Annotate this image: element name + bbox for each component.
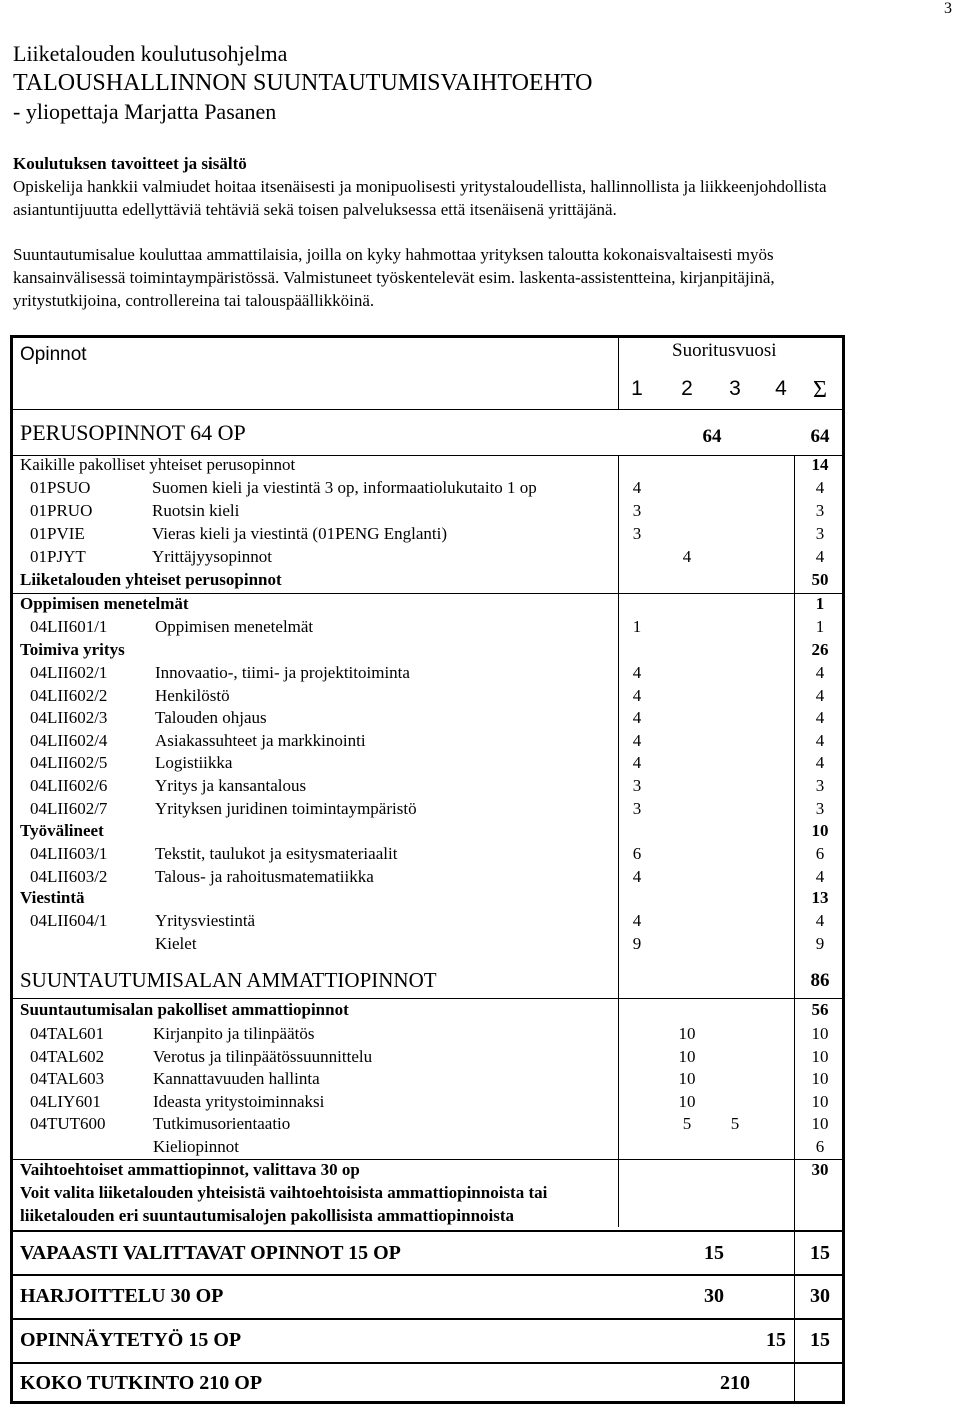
course-code: 04LII603/1 — [30, 844, 108, 863]
credits-sum: 6 — [815, 1137, 825, 1156]
credits-sum: 4 — [815, 547, 825, 566]
credits-sum: 4 — [815, 663, 825, 682]
koko-title: KOKO TUTKINTO 210 OP — [20, 1372, 263, 1394]
vapaasti-sum: 15 — [810, 1242, 830, 1264]
credits-year1: 3 — [632, 524, 642, 543]
sum-header: Σ — [813, 377, 827, 403]
oppiminen-sum: 1 — [815, 594, 825, 613]
credits-year1: 4 — [632, 753, 642, 773]
harjoittelu-year2: 30 — [704, 1285, 724, 1307]
course-name: Talous- ja rahoitusmatematiikka — [155, 866, 374, 886]
credits-sum: 4 — [815, 478, 825, 497]
intro-p1-line2: asiantuntijuutta edellyttäviä tehtäviä sekä toisen palveluksessa että itsenäisenä yrittäjänä. — [13, 200, 617, 219]
credits-sum: 4 — [815, 753, 825, 773]
programme-title: Liiketalouden koulutusohjelma — [13, 41, 288, 66]
intro-p2-line1: Suuntautumisalue kouluttaa ammattilaisia, joilla on kyky hahmottaa yrityksen taloutta kokonaisvaltaisesti myös — [13, 245, 774, 264]
course-code: 04LII602/2 — [30, 685, 108, 705]
credits-year1: 4 — [632, 685, 642, 705]
ammatti-title: SUUNTAUTUMISALAN AMMATTIOPINNOT — [20, 968, 437, 992]
perus-year2: 64 — [702, 426, 722, 447]
course-name: Henkilöstö — [155, 685, 230, 705]
course-name: Kannattavuuden hallinta — [153, 1069, 320, 1089]
course-code: 01PJYT — [30, 547, 86, 566]
header-bottom-line — [12, 409, 843, 410]
credits-year2: 5 — [682, 1114, 692, 1134]
opinnayte-year3: 15 — [766, 1329, 786, 1351]
toimiva-sum: 26 — [811, 640, 829, 659]
course-code: 04LIY601 — [30, 1091, 101, 1111]
vaihto-sum: 30 — [811, 1160, 829, 1179]
credits-year1: 4 — [632, 478, 642, 497]
credits-sum: 3 — [815, 501, 825, 520]
course-name: Kielet — [155, 933, 197, 953]
intro-p2-line3: yritystutkijoina, controllereina tai talouspäällikköinä. — [13, 291, 375, 310]
course-name: Kirjanpito ja tilinpäätös — [153, 1024, 315, 1043]
course-name: Oppimisen menetelmät — [155, 617, 314, 636]
credits-year1: 4 — [632, 911, 642, 930]
credits-year2: 10 — [678, 1091, 696, 1111]
credits-year1: 1 — [632, 617, 642, 636]
credits-sum: 3 — [815, 776, 825, 795]
harjoittelu-sum: 30 — [810, 1285, 830, 1307]
course-name: Yritys ja kansantalous — [155, 776, 307, 795]
credits-sum: 10 — [811, 1069, 829, 1089]
course-code: 04LII602/7 — [30, 798, 108, 818]
vaihto-title: Vaihtoehtoiset ammattiopinnot, valittava 30 op — [20, 1160, 360, 1179]
credits-sum: 6 — [815, 844, 825, 863]
opinnayte-sum: 15 — [810, 1329, 830, 1351]
course-code: 04LII601/1 — [30, 617, 108, 636]
credits-sum: 4 — [815, 911, 825, 930]
credits-sum: 3 — [815, 798, 825, 818]
vapaasti-year2: 15 — [704, 1242, 724, 1264]
course-code: 04TUT600 — [30, 1114, 106, 1134]
course-name: Tutkimusorientaatio — [153, 1114, 291, 1134]
course-code: 01PVIE — [30, 524, 85, 543]
course-code: 01PRUO — [30, 501, 93, 520]
koko-total: 210 — [720, 1372, 750, 1394]
perus-title: PERUSOPINNOT 64 OP — [20, 420, 246, 445]
year-1-header: 1 — [631, 377, 643, 400]
course-code: 04TAL601 — [30, 1024, 105, 1043]
intro-heading: Koulutuksen tavoitteet ja sisältö — [13, 154, 247, 173]
oppiminen-title: Oppimisen menetelmät — [20, 594, 189, 613]
credits-sum: 9 — [815, 933, 825, 953]
course-code: 01PSUO — [30, 478, 91, 497]
year-2-header: 2 — [681, 377, 693, 400]
course-code: 04LII602/4 — [30, 730, 108, 750]
course-name: Kieliopinnot — [153, 1137, 239, 1156]
credits-sum: 4 — [815, 866, 825, 886]
course-code: 04LII602/3 — [30, 708, 108, 728]
credits-year1: 3 — [632, 776, 642, 795]
liiketalous-title: Liiketalouden yhteiset perusopinnot — [20, 570, 282, 589]
credits-year3: 5 — [730, 1114, 740, 1134]
course-name: Asiakassuhteet ja markkinointi — [155, 730, 366, 750]
kaikille-title: Kaikille pakolliset yhteiset perusopinnot — [20, 455, 296, 474]
tyovalineet-title: Työvälineet — [20, 821, 104, 840]
course-name: Yrittäjyysopinnot — [152, 547, 272, 566]
credits-year1: 6 — [632, 844, 642, 863]
year-3-header: 3 — [729, 377, 741, 400]
header-divider — [618, 337, 619, 409]
credits-sum: 4 — [815, 685, 825, 705]
viestinta-title: Viestintä — [20, 888, 85, 907]
credits-year1: 9 — [632, 933, 642, 953]
credits-year1: 4 — [632, 663, 642, 682]
credits-sum: 3 — [815, 524, 825, 543]
intro-p2-line2: kansainvälisessä toimintaympäristössä. Valmistuneet työskentelevät esim. laskenta-assistentteina, kirjanpitäjinä, — [13, 268, 775, 287]
course-name: Vieras kieli ja viestintä (01PENG Englanti) — [152, 524, 447, 543]
kaikille-sum: 14 — [811, 455, 829, 474]
course-code: 04TAL602 — [30, 1046, 105, 1066]
pakolliset-title: Suuntautumisalan pakolliset ammattiopinnot — [20, 1000, 349, 1019]
credits-year1: 4 — [632, 866, 642, 886]
ammatti-sum: 86 — [810, 970, 830, 991]
liiketalous-sum: 50 — [811, 570, 829, 589]
vaihto-note-line1: Voit valita liiketalouden yhteisistä vaihtoehtoisista ammattiopinnoista tai — [20, 1183, 548, 1202]
course-name: Innovaatio-, tiimi- ja projektitoiminta — [155, 663, 410, 682]
course-code: 04LII602/6 — [30, 776, 108, 795]
credits-year1: 3 — [632, 798, 642, 818]
credits-sum: 10 — [811, 1091, 829, 1111]
credits-year2: 4 — [682, 547, 692, 566]
course-name: Yrityksen juridinen toimintaympäristö — [155, 798, 417, 818]
course-code: 04LII603/2 — [30, 866, 108, 886]
col-opinnot: Opinnot — [20, 344, 87, 365]
credits-sum: 10 — [811, 1024, 829, 1043]
page-number: 3 — [944, 0, 952, 17]
orientation-title: TALOUSHALLINNON SUUNTAUTUMISVAIHTOEHTO — [13, 70, 593, 96]
course-name: Ideasta yritystoiminnaksi — [153, 1091, 325, 1111]
course-name: Tekstit, taulukot ja esitysmateriaalit — [155, 844, 398, 863]
toimiva-title: Toimiva yritys — [20, 640, 125, 659]
teacher-line: - yliopettaja Marjatta Pasanen — [13, 99, 277, 124]
vaihto-note-line2: liiketalouden eri suuntautumisalojen pakollisista ammattiopinnoista — [20, 1206, 515, 1225]
credits-sum: 10 — [811, 1046, 829, 1066]
course-code: 04LII602/1 — [30, 663, 108, 682]
credits-sum: 4 — [815, 708, 825, 728]
tyovalineet-sum: 10 — [811, 821, 829, 840]
course-name: Talouden ohjaus — [155, 708, 267, 728]
harjoittelu-title: HARJOITTELU 30 OP — [20, 1285, 224, 1307]
vapaasti-title: VAPAASTI VALITTAVAT OPINNOT 15 OP — [20, 1242, 401, 1264]
course-name: Yritysviestintä — [155, 911, 256, 930]
viestinta-sum: 13 — [811, 888, 829, 907]
credits-year1: 4 — [632, 708, 642, 728]
credits-sum: 4 — [815, 730, 825, 750]
opinnayte-title: OPINNÄYTETYÖ 15 OP — [20, 1329, 242, 1351]
credits-year1: 4 — [632, 730, 642, 750]
course-name: Ruotsin kieli — [152, 501, 240, 520]
perus-sum: 64 — [810, 426, 830, 447]
course-name: Suomen kieli ja viestintä 3 op, informaatiolukutaito 1 op — [152, 478, 537, 497]
credits-year2: 10 — [678, 1024, 696, 1043]
credits-sum: 1 — [815, 617, 825, 636]
intro-p1-line1: Opiskelija hankkii valmiudet hoitaa itsenäisesti ja monipuolisesti yritystaloudellista, hallinnollista ja liikkeenjohdollista — [13, 177, 827, 196]
year-4-header: 4 — [775, 377, 787, 400]
course-name: Logistiikka — [155, 753, 233, 773]
course-code: 04LII604/1 — [30, 911, 108, 930]
col-suoritusvuosi: Suoritusvuosi — [672, 340, 777, 361]
credits-year1: 3 — [632, 501, 642, 520]
credits-sum: 10 — [811, 1114, 829, 1134]
credits-year2: 10 — [678, 1069, 696, 1089]
course-name: Verotus ja tilinpäätössuunnittelu — [153, 1046, 373, 1066]
course-code: 04LII602/5 — [30, 753, 108, 773]
pakolliset-sum: 56 — [811, 1000, 829, 1019]
credits-year2: 10 — [678, 1046, 696, 1066]
course-code: 04TAL603 — [30, 1069, 105, 1089]
